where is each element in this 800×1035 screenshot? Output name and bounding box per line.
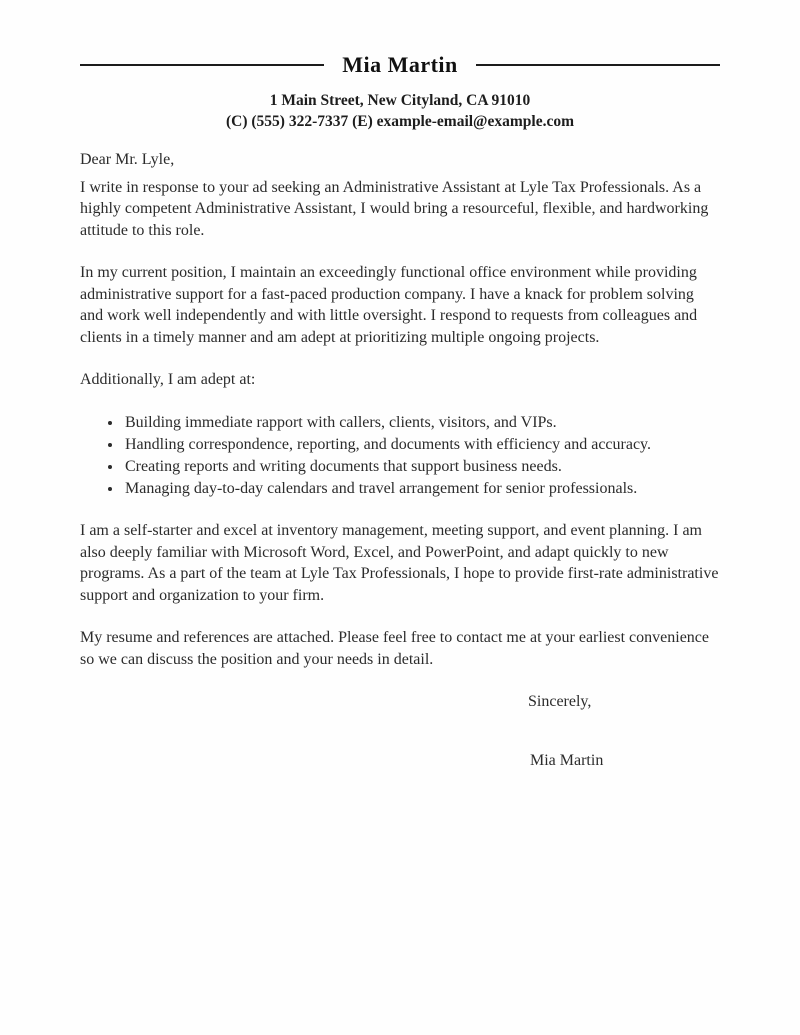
letterhead-name-row [80,52,720,78]
skills-list [80,412,720,500]
letter-body [80,149,720,771]
list-item: • Handling correspondence, reporting, and documents with efficiency and accuracy. [123,434,720,456]
paragraph-current-position: In my current position, I maintain an exceedingly functional office environment while providing administrative support for a fast-paced production company. I have a knack for problem solving and work well independently and with little oversight. I respond to requests from colleagues and clients in a timely manner and am adept at prioritizing multiple ongoing projects. [80,264,698,346]
letterhead-address: 1 Main Street, New Cityland, CA 91010 [269,92,531,109]
paragraph-adept-intro: Additionally, I am adept at: [80,371,256,388]
header-rule-right [476,64,720,66]
list-item: • Creating reports and writing documents that support business needs. [123,456,720,478]
letterhead-contact: (C) (555) 322-7337 (E) example-email@example.com [225,113,574,130]
paragraph-intro: I write in response to your ad seeking an Administrative Assistant at Lyle Tax Professionals. As a highly competent Administrative Assistant, I would bring a resourceful, flexible, and hardworking attitude to this role. [80,178,709,239]
signature-name: Mia Martin [530,751,604,769]
list-item: • Managing day-to-day calendars and travel arrangement for senior professionals. [123,478,720,500]
valediction: Sincerely, [528,693,592,710]
list-item: • Building immediate rapport with callers, clients, visitors, and VIPs. [123,412,720,434]
letterhead-name: Mia Martin [342,52,458,77]
letterhead [80,52,720,132]
paragraph-resume-attached: My resume and references are attached. Please feel free to contact me at your earliest convenience so we can discuss the position and your needs in detail. [80,629,709,668]
header-rule-left [80,64,324,66]
closing-block [80,691,720,771]
paragraph-self-starter: I am a self-starter and excel at inventory management, meeting support, and event planning. I am also deeply familiar with Microsoft Word, Excel, and PowerPoint, and adapt quickly to new programs. As a part of the team at Lyle Tax Professionals, I hope to provide first-rate administrative support and organization to your firm. [80,522,719,604]
salutation: Dear Mr. Lyle, [80,151,175,168]
